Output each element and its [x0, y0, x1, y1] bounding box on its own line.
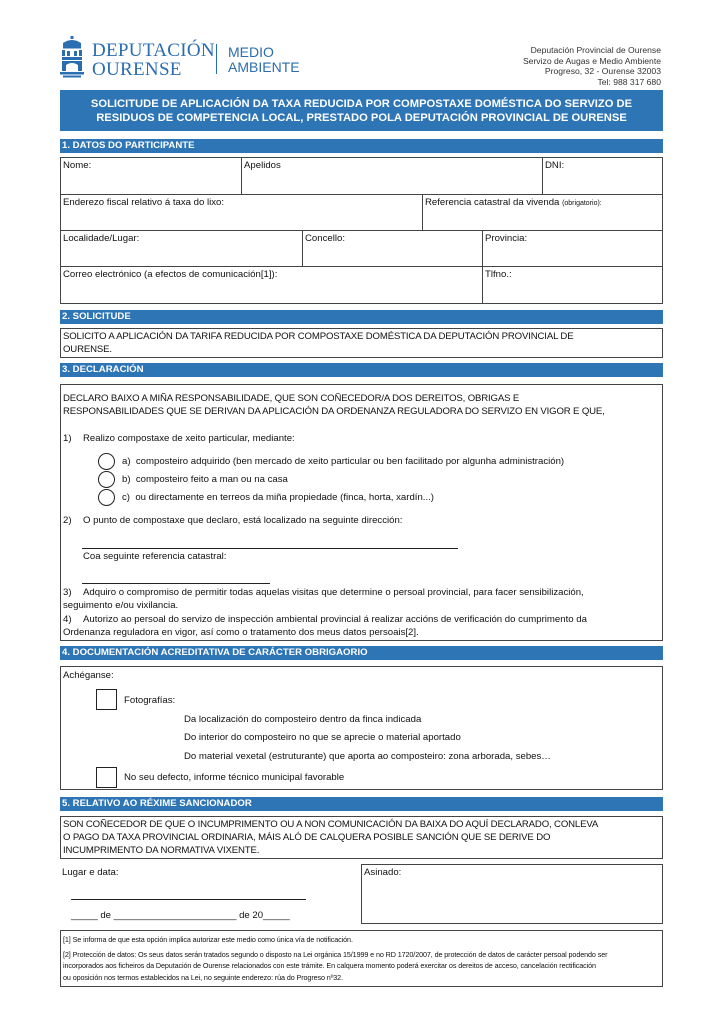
- footnote-2-line2: incorporados aos ficheiros da Deputación de Ourense relacionados con este trámite. En calquera momento poderá exercitar os dereitos de acceso, cancelación rectificación: [63, 961, 596, 970]
- signed-label: Asinado:: [364, 867, 402, 878]
- option-a-label: composteiro adquirido (ben mercado de xeito particular ou ben facilitado por algunha administración): [135, 456, 565, 467]
- item-3-text-line2: seguimento e/ou vixilancia.: [63, 600, 179, 611]
- email-field[interactable]: [61, 267, 482, 303]
- brand-name-line2: OURENSE: [92, 59, 182, 80]
- row-contact: [61, 267, 662, 303]
- radio-option-b[interactable]: [98, 471, 115, 488]
- item-3-number: 3): [63, 587, 72, 598]
- item-4-number: 4): [63, 614, 72, 625]
- footnote-1: [1] Se informa de que esta opción implica autorizar este medio como única vía de notificación.: [63, 935, 353, 944]
- sanction-statement: [60, 816, 663, 859]
- cadastral-reference-field[interactable]: [422, 195, 663, 230]
- place-date-label: Lugar e data:: [62, 867, 119, 878]
- row-name: [61, 158, 662, 195]
- radio-option-c[interactable]: [98, 489, 115, 506]
- mandatory-note: (obrigatorio):: [562, 200, 602, 207]
- participant-data-table: [60, 157, 663, 304]
- brand-divider: [216, 44, 217, 74]
- cadastral-reference-label: Referencia catastral da vivenda: [425, 197, 563, 208]
- fiscal-address-field[interactable]: [61, 195, 422, 230]
- department-line2: AMBIENTE: [228, 59, 300, 75]
- composting-catastral-input[interactable]: [82, 583, 270, 584]
- request-text-line2: OURENSE.: [63, 344, 112, 355]
- phone-label: Tlfno.:: [485, 269, 512, 280]
- option-c-label: ou directamente en terreos da miña propiedade (finca, horta, xardín...): [135, 492, 434, 503]
- sanction-text-line3: INCUMPRIMENTO DA NORMATIVA VIXENTE.: [63, 845, 260, 856]
- item-2-text: O punto de compostaxe que declaro, está localizado na seguinte dirección:: [83, 515, 403, 526]
- municipal-report-checkbox[interactable]: [96, 767, 117, 788]
- footnote-2-line3: ou oposición nos termos establecidos na Lei, no seguinte enderezo: rúa do Progreso nº32.: [63, 972, 343, 982]
- address-line: Deputación Provincial de Ourense: [530, 45, 661, 55]
- surname-field[interactable]: [241, 158, 542, 194]
- option-a-letter: a): [122, 456, 131, 467]
- municipality-label: Concello:: [305, 233, 345, 244]
- footnote-2-line1: [2] Protección de datos: Os seus datos serán tratados segundo o disposto na Lei orgánica 15/1999 e no RD 1720/2007, de protección de datos de carácter persoal podendo ser: [63, 949, 608, 959]
- photos-checkbox[interactable]: [96, 689, 117, 710]
- item-2-number: 2): [63, 515, 72, 526]
- form-title-line1: SOLICITUDE DE APLICACIÓN DA TAXA REDUCIDA POR COMPOSTAXE DOMÉSTICA DO SERVIZO DE: [90, 98, 633, 110]
- form-title-line2: RESIDUOS DE COMPETENCIA LOCAL, PRESTADO POLA DEPUTACIÓN PROVINCIAL DE OURENSE: [96, 112, 627, 124]
- option-c-letter: c): [122, 492, 130, 503]
- place-input[interactable]: [71, 899, 306, 900]
- item-3-text-line1: Adquiro o compromiso de permitir todas aquelas visitas que determine o persoal provincial, para facer sensibilización,: [83, 587, 584, 598]
- item-1-number: 1): [63, 433, 72, 444]
- catastral-reference-label: Coa seguinte referencia catastral:: [83, 551, 227, 562]
- section-2-heading: 2. SOLICITUDE: [60, 310, 663, 324]
- item-4-text-line1: Autorizo ao persoal do servizo de inspección ambiental provincial á realizar accións de verificación do cumprimento da: [83, 614, 587, 625]
- request-statement: [60, 328, 663, 358]
- section-1-heading: 1. DATOS DO PARTICIPANTE: [60, 139, 663, 153]
- coat-of-arms-icon: [60, 36, 84, 78]
- attached-label: Achéganse:: [63, 670, 114, 681]
- name-label: Nome:: [63, 160, 92, 171]
- date-input-line[interactable]: _____ de _______________________ de 20_____: [71, 910, 290, 921]
- declaration-box: [60, 384, 663, 641]
- municipality-field[interactable]: [302, 231, 482, 266]
- signature-box[interactable]: [361, 864, 663, 924]
- row-locality: [61, 231, 662, 267]
- department-line1: MEDIO: [228, 44, 274, 60]
- office-address: [523, 45, 661, 87]
- radio-option-a[interactable]: [98, 453, 115, 470]
- municipal-report-label: No seu defecto, informe técnico municipal favorable: [124, 772, 345, 783]
- locality-label: Localidade/Lugar:: [63, 233, 140, 244]
- declaration-intro: [63, 392, 605, 418]
- sanction-text-line2: O PAGO DA TAXA PROVINCIAL ORDINARIA, MÁIS ALÓ DE CALQUERA POSIBLE SANCIÓN QUE SE DERIVE DO: [63, 832, 551, 843]
- form-title: [60, 90, 663, 131]
- sanction-text-line1: SON COÑECEDOR DE QUE O INCUMPRIMENTO OU A NON COMUNICACIÓN DA BAIXA DO AQUÍ DECLARADO, CONLEVA: [63, 819, 599, 830]
- option-b-letter: b): [122, 474, 131, 485]
- brand-name-line1: DEPUTACIÓN: [92, 40, 215, 61]
- photo-item: Do interior do composteiro no que se aprecie o material aportado: [184, 732, 461, 743]
- address-line: Servizo de Augas e Medio Ambiente: [522, 55, 661, 66]
- request-text-line1: SOLICITO A APLICACIÓN DA TARIFA REDUCIDA POR COMPOSTAXE DOMÉSTICA DA DEPUTACIÓN PROVINCIAL DE: [63, 331, 574, 342]
- email-label: Correo electrónico (a efectos de comunicación[1]):: [63, 269, 278, 280]
- section-3-heading: 3. DECLARACIÓN: [60, 363, 663, 377]
- name-field[interactable]: [61, 158, 241, 194]
- surname-label: Apelidos: [244, 160, 281, 171]
- declaration-intro-line2: RESPONSABILIDADES QUE SE DERIVAN DA APLICACIÓN DA ORDENANZA REGULADORA DO SERVIZO EN VIGOR E QUE,: [63, 406, 605, 417]
- photos-label: Fotografías:: [124, 695, 176, 706]
- fiscal-address-label: Enderezo fiscal relativo á taxa do lixo:: [63, 197, 225, 208]
- dni-label: DNI:: [545, 160, 565, 171]
- composting-address-input[interactable]: [82, 548, 458, 549]
- dni-field[interactable]: [542, 158, 663, 194]
- item-4-text-line2: Ordenanza reguladora en vigor, así como o tratamento dos meus datos persoais[2].: [63, 627, 419, 638]
- photo-item: Da localización do composteiro dentro da finca indicada: [184, 714, 422, 725]
- option-b-label: composteiro feito a man ou na casa: [135, 474, 288, 485]
- section-4-heading: 4. DOCUMENTACIÓN ACREDITATIVA DE CARÁCTER OBRIGAORIO: [60, 646, 663, 660]
- address-line: Progreso, 32 - Ourense 32003: [544, 66, 661, 77]
- photo-item: Do material vexetal (estruturante) que aporta ao composteiro: zona arborada, sebes…: [184, 751, 551, 762]
- row-address: [61, 195, 662, 231]
- province-field[interactable]: [482, 231, 663, 266]
- section-5-heading: 5. RELATIVO AO RÉXIME SANCIONADOR: [60, 797, 663, 811]
- phone-field[interactable]: [482, 267, 663, 303]
- locality-field[interactable]: [61, 231, 302, 266]
- item-1-text: Realizo compostaxe de xeito particular, mediante:: [83, 433, 295, 444]
- province-label: Provincia:: [485, 233, 528, 244]
- footnotes: [60, 930, 663, 987]
- declaration-intro-line1: DECLARO BAIXO A MIÑA RESPONSABILIDADE, QUE SON COÑECEDOR/A DOS DEREITOS, OBRIGAS E: [63, 393, 520, 404]
- documentation-box: [60, 666, 663, 790]
- address-line: Tel: 988 317 680: [597, 76, 661, 87]
